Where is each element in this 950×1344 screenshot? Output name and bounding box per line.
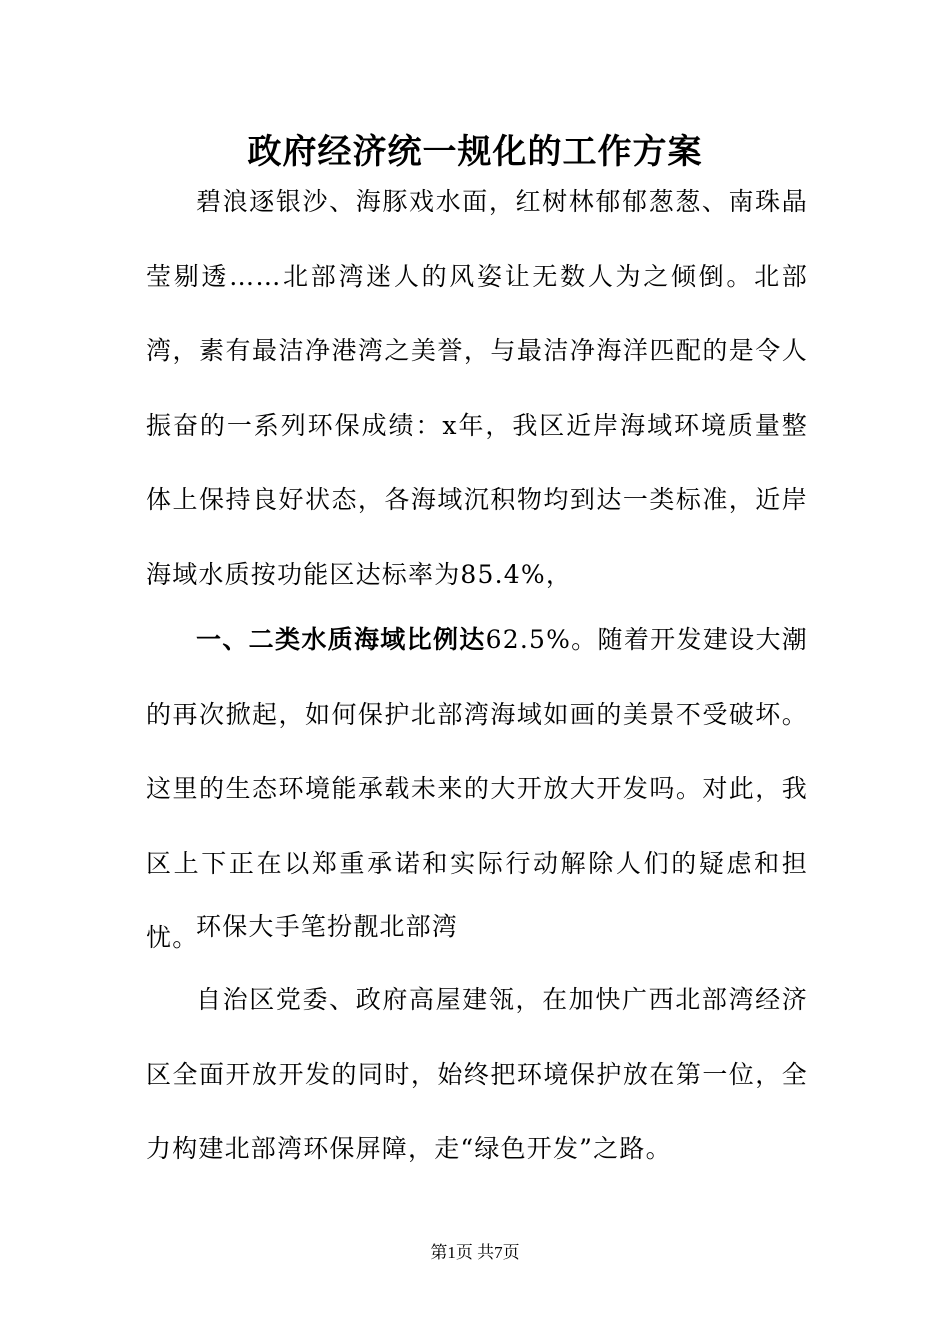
document-title: 政府经济统一规化的工作方案 — [247, 132, 703, 172]
paragraph-government: 自治区党委、政府高屋建瓴，在加快广西北部湾经济区全面开放开发的同时，始终把环境保护放在第一位，全力构建北部湾环保屏障，走“绿色开发”之路。 — [146, 985, 808, 1163]
page-footer: 第1页 共7页 — [430, 1243, 520, 1262]
paragraph-intro: 碧浪逐银沙、海豚戏水面，红树林郁郁葱葱、南珠晶莹剔透……北部湾迷人的风姿让无数人为之倾倒。北部湾，素有最洁净港湾之美誉，与最洁净海洋匹配的是令人振奋的一系列环保成绩：x年，我区近岸海域环境质量整体上保持良好状态，各海域沉积物均到达一类标准，近岸海域水质按功能区达标率为85.4%， — [146, 187, 808, 589]
paragraph-body: 62.5%。随着开发建设大潮的再次掀起，如何保护北部湾海域如画的美景不受破坏。这里的生态环境能承载未来的大开放大开发吗。对此，我区上下正在以郑重承诺和实际行动解除人们的疑虑和担忧。 — [146, 625, 808, 952]
paragraph-lead-bold: 一、二类水质海域比例达 — [196, 625, 486, 654]
section-heading: 环保大手笔扮靓北部湾 — [196, 912, 459, 941]
